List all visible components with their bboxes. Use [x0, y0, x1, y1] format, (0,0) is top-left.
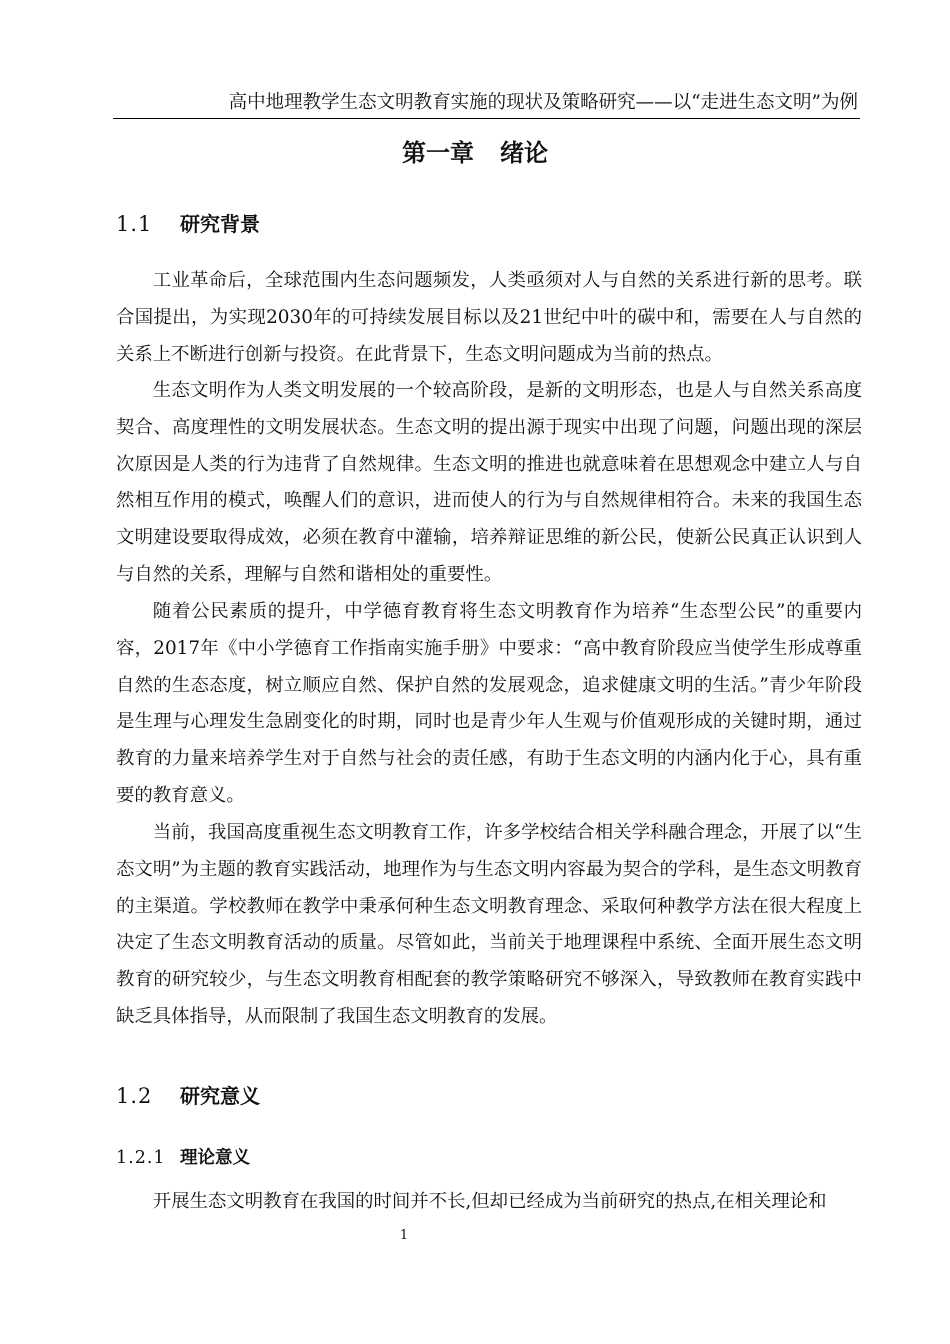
chapter-number: 第一章 [402, 139, 474, 167]
subsection-title: 理论意义 [180, 1148, 250, 1168]
paragraph: 当前，我国高度重视生态文明教育工作，许多学校结合相关学科融合理念，开展了以“生态文明”为主题的教育实践活动，地理作为与生态文明内容最为契合的学科，是生态文明教育的主渠道。学校教师在教学中秉承何种生态文明教育理念、采取何种教学方法在很大程度上决定了生态文明教育活动的质量。尽管如此，当前关于地理课程中系统、全面开展生态文明教育的研究较少，与生态文明教育相配套的教学策略研究不够深入，导致教师在教育实践中缺乏具体指导，从而限制了我国生态文明教育的发展。 [116, 822, 862, 1027]
paragraph: 随着公民素质的提升，中学德育教育将生态文明教育作为培养“生态型公民”的重要内容，2017年《中小学德育工作指南实施手册》中要求：“高中教育阶段应当使学生形成尊重自然的生态态度，树立顺应自然、保护自然的发展观念，追求健康文明的生活。”青少年阶段是生理与心理发生急剧变化的时期，同时也是青少年人生观与价值观形成的关键时期，通过教育的力量来培养学生对于自然与社会的责任感，有助于生态文明的内涵内化于心，具有重要的教育意义。 [116, 601, 862, 806]
paragraph: 开展生态文明教育在我国的时间并不长,但却已经成为当前研究的热点,在相关理论和 [152, 1191, 827, 1212]
section-title: 研究意义 [180, 1084, 260, 1108]
chapter-name: 绪论 [500, 139, 548, 167]
chapter-title [0, 133, 950, 173]
subsection-number: 1.2.1 [116, 1148, 166, 1168]
running-header: 高中地理教学生态文明教育实施的现状及策略研究——以“走进生态文明”为例 [113, 88, 860, 119]
section-heading-1-1 [116, 206, 260, 242]
section-heading-1-2 [116, 1078, 260, 1114]
page-number: 1 [399, 1228, 409, 1243]
subsection-heading-1-2-1 [116, 1140, 250, 1176]
section-title: 研究背景 [180, 212, 260, 236]
section-number: 1.2 [116, 1084, 153, 1108]
section-number: 1.1 [116, 212, 153, 236]
paragraph: 生态文明作为人类文明发展的一个较高阶段，是新的文明形态，也是人与自然关系高度契合、高度理性的文明发展状态。生态文明的提出源于现实中出现了问题，问题出现的深层次原因是人类的行为违背了自然规律。生态文明的推进也就意味着在思想观念中建立人与自然相互作用的模式，唤醒人们的意识，进而使人的行为与自然规律相符合。未来的我国生态文明建设要取得成效，必须在教育中灌输，培养辩证思维的新公民，使新公民真正认识到人与自然的关系，理解与自然和谐相处的重要性。 [116, 380, 862, 585]
paragraph: 工业革命后，全球范围内生态问题频发，人类亟须对人与自然的关系进行新的思考。联合国提出，为实现2030年的可持续发展目标以及21世纪中叶的碳中和，需要在人与自然的关系上不断进行创新与投资。在此背景下，生态文明问题成为当前的热点。 [116, 270, 862, 365]
